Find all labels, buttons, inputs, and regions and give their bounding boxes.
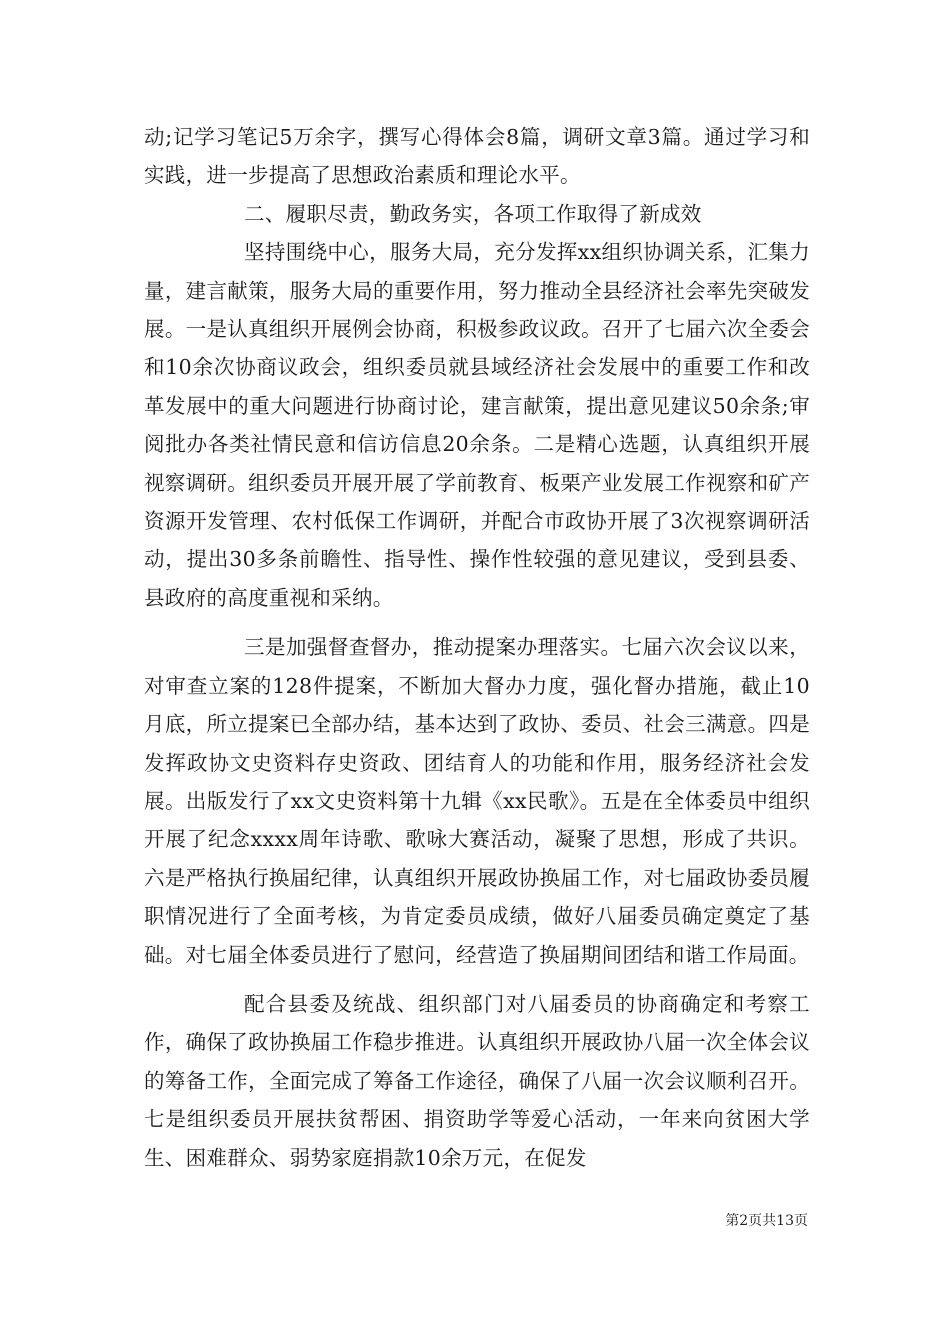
section-heading: 二、履职尽责，勤政务实，各项工作取得了新成效 (244, 201, 702, 226)
paragraph-proposals: 三是加强督查督办，推动提案办理落实。七届六次会议以来，对审查立案的128件提案，不断加大督办力度，强化督办措施，截止10月底，所立提案已全部办结，基本达到了政协、委员、社会三满意。四是发挥政协文史资料存史资政、团结育人的功能和作用，服务经济社会发展。出版发行了xx文史资料第十九辑《xx民歌》。五是在全体委员中组织开展了纪念xxxx周年诗歌、歌咏大赛活动，凝聚了思想，形成了共识。六是严格执行换届纪律，认真组织开展政协换届工作，对七届政协委员履职情况进行了全面考核，为肯定委员成绩，做好八届委员确定奠定了基础。对七届全体委员进行了慰问，经营造了换届期间团结和谐工作局面。 (144, 635, 810, 967)
paragraph-work-summary: 坚持围绕中心，服务大局，充分发挥xx组织协调关系，汇集力量，建言献策，服务大局的重要作用，努力推动全县经济社会率先突破发展。一是认真组织开展例会协商，积极参政议政。召开了七届六次全委会和10余次协商议政会，组织委员就县域经济社会发展中的重要工作和改革发展中的重大问题进行协商讨论，建言献策，提出意见建议50余条;审阅批办各类社情民意和信访信息20余条。二是精心选题，认真组织开展视察调研。组织委员开展开展了学前教育、板栗产业发展工作视察和矿产资源开发管理、农村低保工作调研，并配合市政协开展了3次视察调研活动，提出30多条前瞻性、指导性、操作性较强的意见建议，受到县委、县政府的高度重视和采纳。 (144, 240, 810, 610)
paragraph-election: 配合县委及统战、组织部门对八届委员的协商确定和考察工作，确保了政协换届工作稳步推进。认真组织开展政协八届一次全体会议的筹备工作，全面完成了筹备工作途径，确保了八届一次会议顺利召开。七是组织委员开展扶贫帮困、捐资助学等爱心活动，一年来向贫困大学生、困难群众、弱势家庭捐款10余万元，在促发 (144, 991, 810, 1170)
paragraph-continued: 动;记学习笔记5万余字，撰写心得体会8篇，调研文章3篇。通过学习和实践，进一步提高了思想政治素质和理论水平。 (144, 125, 810, 188)
page-footer (0, 1210, 950, 1230)
document-body (144, 118, 810, 1177)
page-number: 第2页共13页 (725, 1213, 808, 1229)
